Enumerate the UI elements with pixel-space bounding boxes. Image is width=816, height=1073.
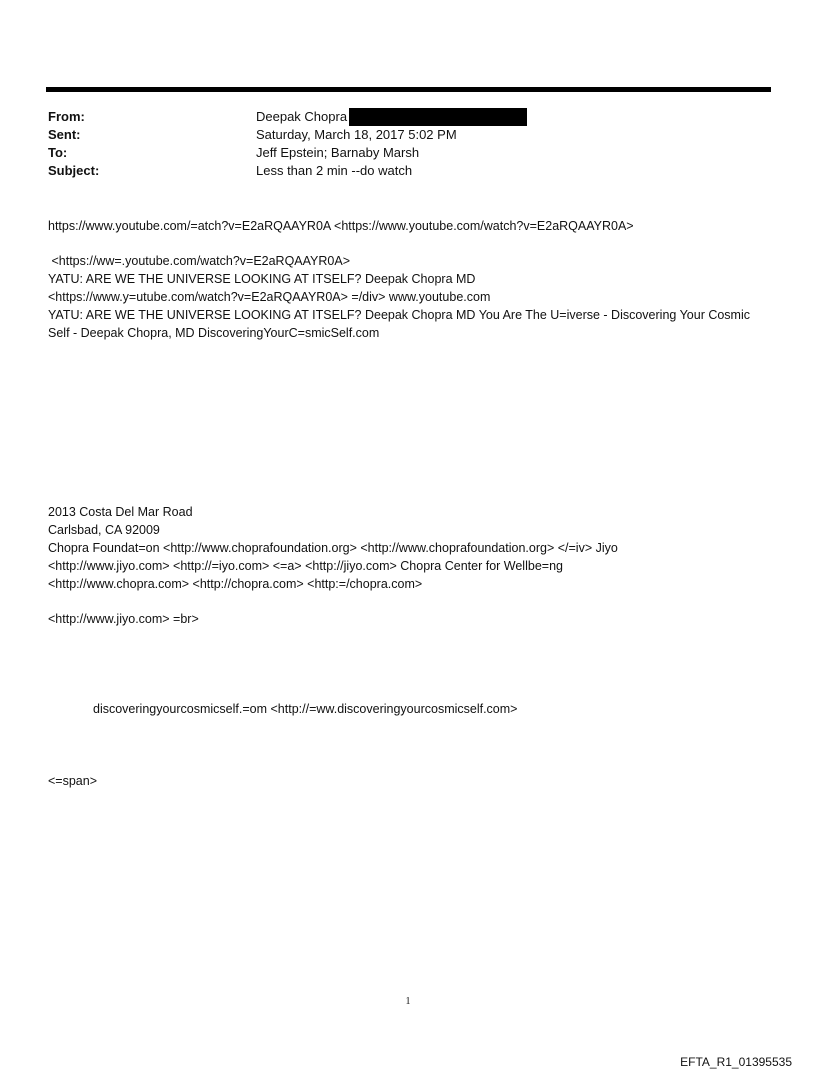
body-line-discovering: discoveringyourcosmicself.=om <http://=ww.discoveringyourcosmicself.com> [93, 702, 518, 716]
sent-label: Sent: [48, 127, 81, 142]
body-line: Self - Deepak Chopra, MD DiscoveringYourC=smicSelf.com [48, 326, 380, 340]
address-block [48, 503, 773, 593]
from-label: From: [48, 109, 85, 124]
from-value [256, 108, 527, 126]
body-line: <https://ww=.youtube.com/watch?v=E2aRQAAYR0A> [48, 254, 351, 268]
address-line: <http://www.chopra.com> <http://chopra.com> <http:=/chopra.com> [48, 577, 423, 591]
body-line-span: <=span> [48, 774, 98, 788]
body-line-jiyo: <http://www.jiyo.com> =br> [48, 612, 199, 626]
redaction-box [349, 108, 527, 126]
page-number: 1 [405, 996, 411, 1007]
subject-value: Less than 2 min --do watch [256, 163, 413, 178]
to-value: Jeff Epstein; Barnaby Marsh [256, 145, 420, 160]
bates-number: EFTA_R1_01395535 [680, 1055, 792, 1069]
from-name: Deepak Chopra [256, 109, 348, 124]
header-rule [46, 87, 771, 92]
body-line: <https://www.y=utube.com/watch?v=E2aRQAAYR0A> =/div> www.youtube.com [48, 290, 491, 304]
address-line: Chopra Foundat=on <http://www.choprafoundation.org> <http://www.choprafoundation.org> </=iv> Jiyo [48, 541, 618, 555]
body-line-youtube-link: https://www.youtube.com/=atch?v=E2aRQAAYR0A <https://www.youtube.com/watch?v=E2aRQAAYR0A> [48, 219, 634, 233]
body-paragraph-yatu [48, 252, 773, 342]
address-line: <http://www.jiyo.com> <http://=iyo.com> <=a> <http://jiyo.com> Chopra Center for Wellbe=ng [48, 559, 563, 573]
address-line: 2013 Costa Del Mar Road [48, 505, 193, 519]
to-label: To: [48, 145, 68, 160]
body-line: YATU: ARE WE THE UNIVERSE LOOKING AT ITSELF? Deepak Chopra MD [48, 272, 476, 286]
subject-label: Subject: [48, 163, 100, 178]
address-line: Carlsbad, CA 92009 [48, 523, 160, 537]
sent-value: Saturday, March 18, 2017 5:02 PM [256, 127, 457, 142]
body-line: YATU: ARE WE THE UNIVERSE LOOKING AT ITSELF? Deepak Chopra MD You Are The U=iverse - Discovering Your Cosmic [48, 308, 751, 322]
